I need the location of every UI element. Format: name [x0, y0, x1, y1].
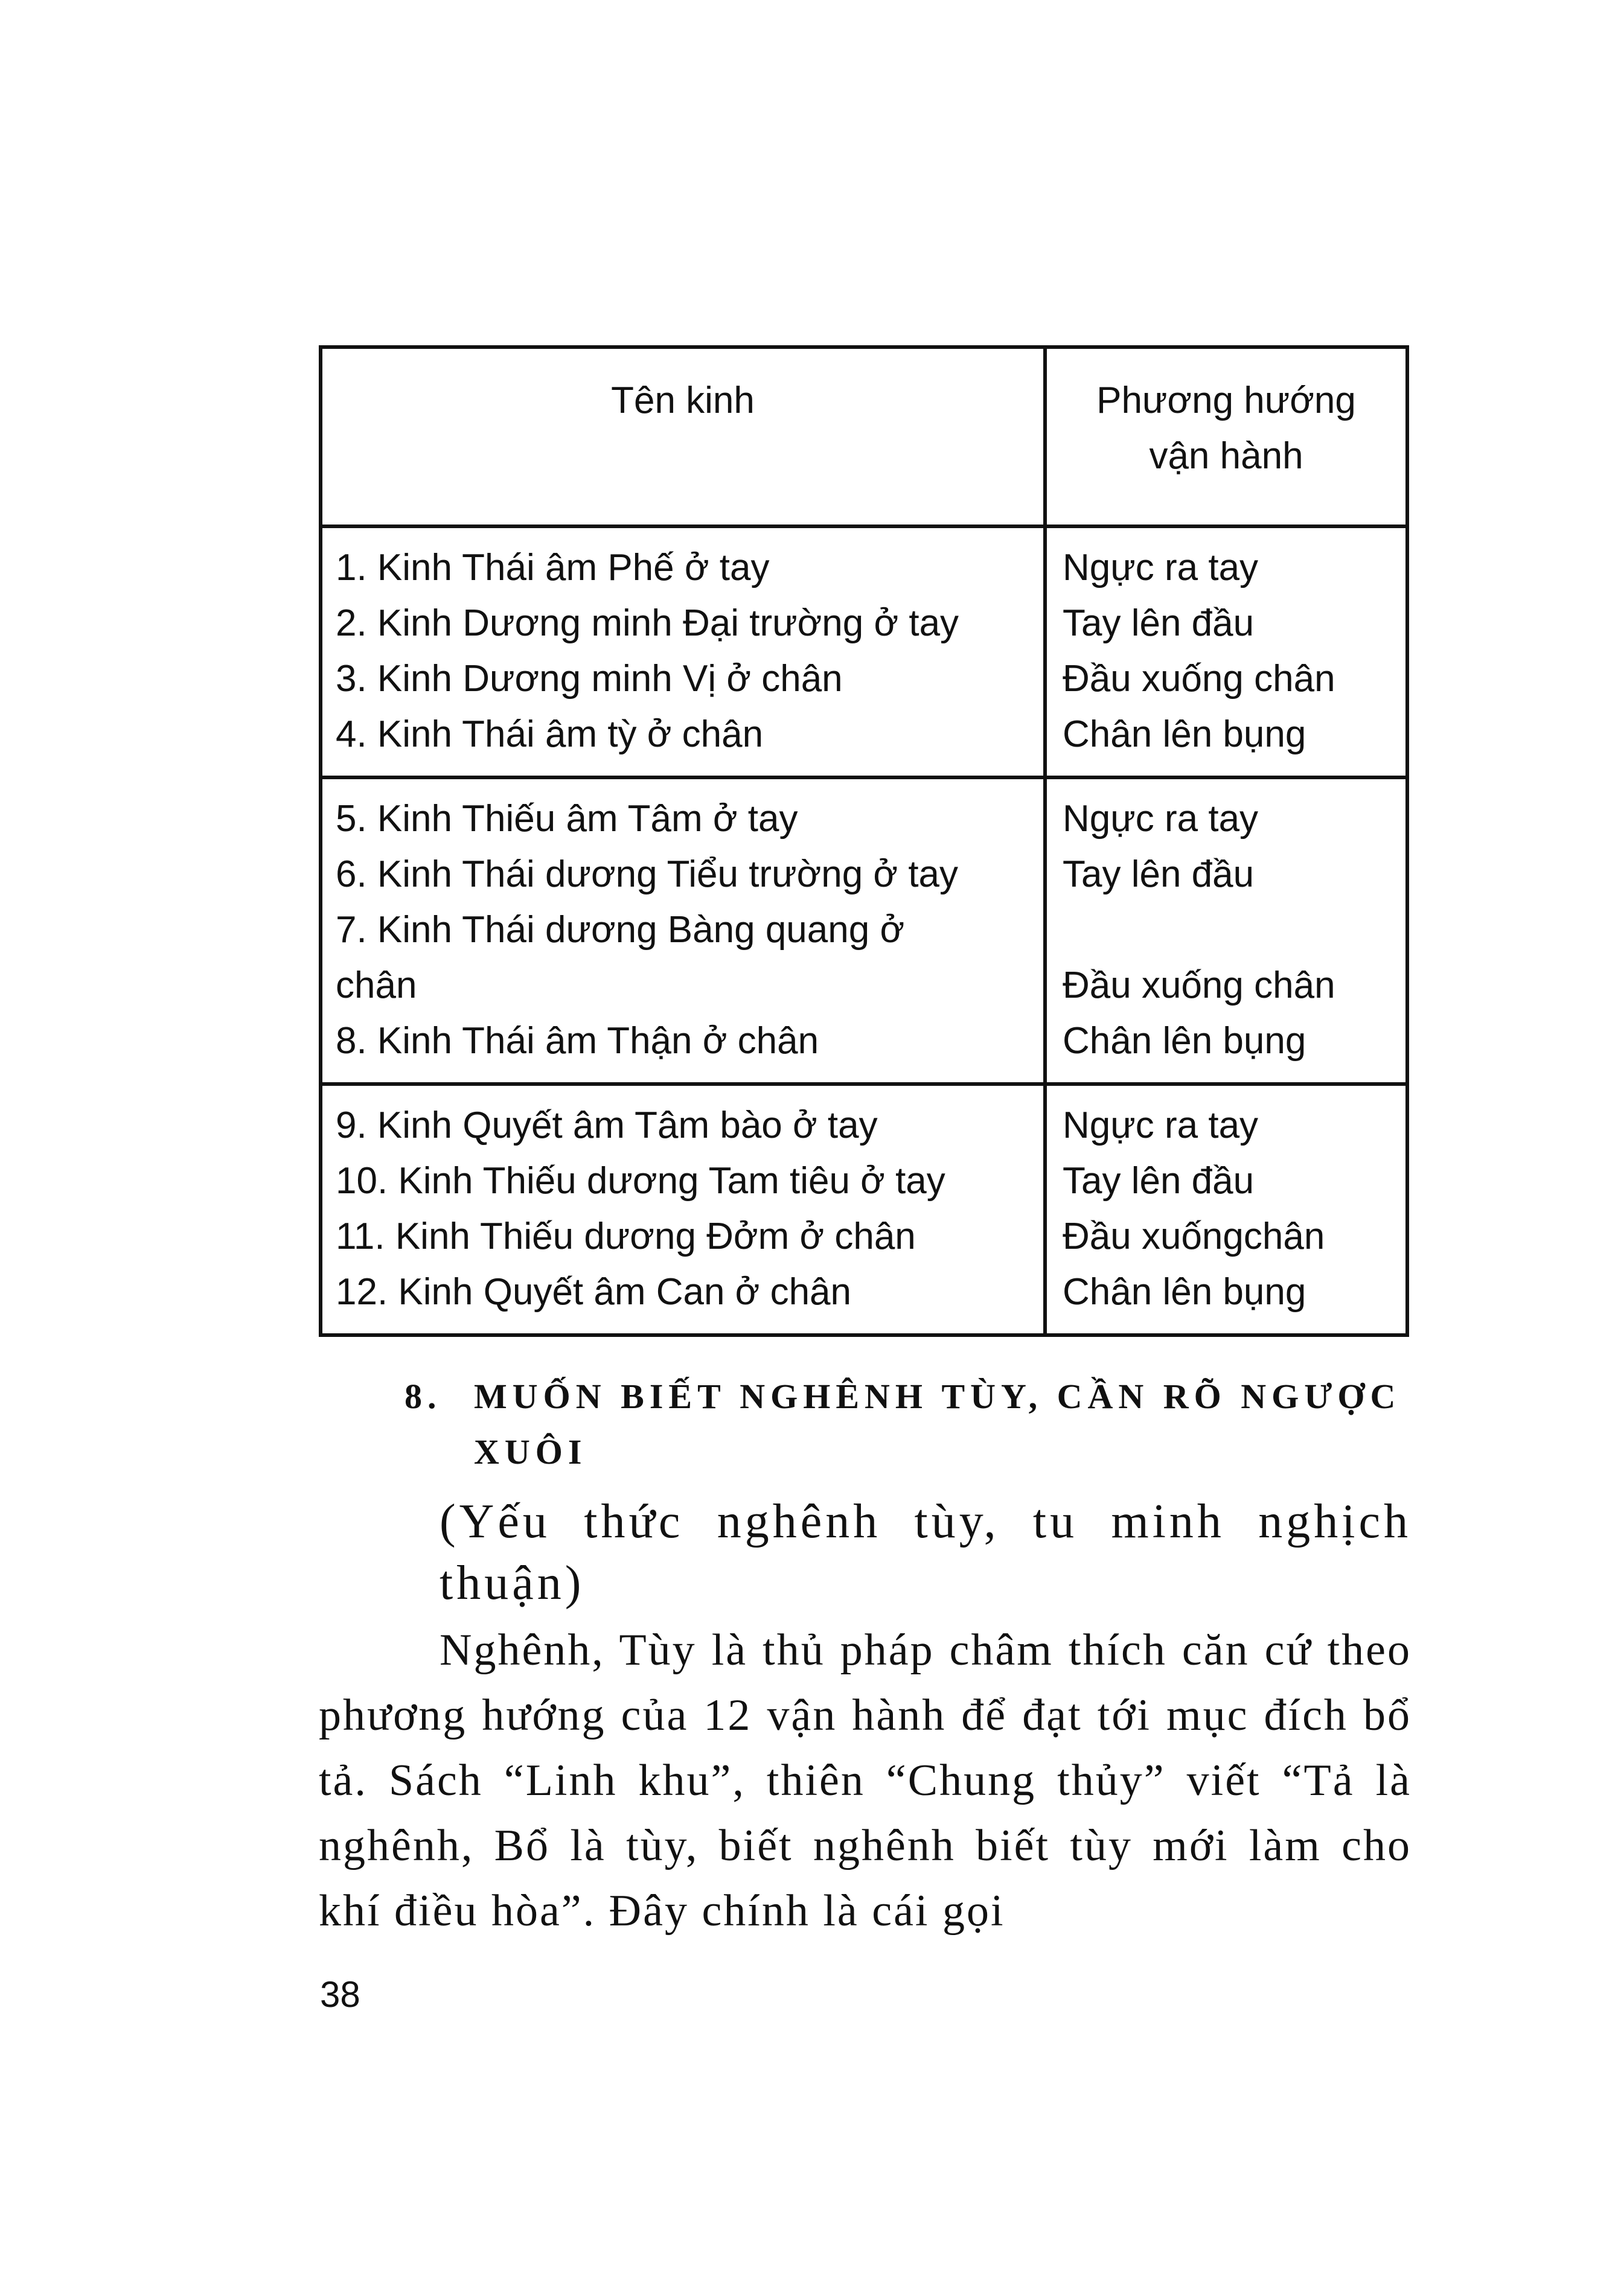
direction: Chân lên bụng	[1063, 1271, 1306, 1313]
table-row-group-2	[321, 777, 1407, 1084]
direction-cell	[1045, 526, 1407, 777]
section-title-line2: XUÔI	[474, 1432, 587, 1472]
header-direction	[1045, 347, 1407, 526]
direction: Tay lên đầu	[1063, 602, 1255, 644]
meridian-name: 3. Kinh Dương minh Vị ở chân	[336, 658, 843, 700]
header-direction-line2: vận hành	[1149, 435, 1303, 477]
meridian-name: 10. Kinh Thiếu dương Tam tiêu ở tay	[336, 1160, 945, 1202]
meridian-name: 6. Kinh Thái dương Tiểu trường ở tay	[336, 853, 959, 895]
direction: Chân lên bụng	[1063, 1020, 1306, 1062]
direction: Ngực ra tay	[1063, 798, 1259, 840]
direction: Đầu xuốngchân	[1063, 1216, 1325, 1257]
direction: Đầu xuống chân	[1063, 965, 1335, 1006]
direction: Tay lên đầu	[1063, 853, 1255, 895]
meridian-name: 9. Kinh Quyết âm Tâm bào ở tay	[336, 1105, 878, 1146]
direction-cell	[1045, 1084, 1407, 1335]
direction-blank	[1063, 902, 1395, 958]
page-number: 38	[320, 1974, 360, 2015]
direction: Tay lên đầu	[1063, 1160, 1255, 1202]
section-subtitle: (Yếu thức nghênh tùy, tu minh nghịch thuận)	[440, 1495, 1412, 1610]
direction: Ngực ra tay	[1063, 1105, 1259, 1146]
meridian-name: 8. Kinh Thái âm Thận ở chân	[336, 1020, 819, 1062]
meridian-names-cell	[321, 777, 1045, 1084]
direction: Ngực ra tay	[1063, 547, 1259, 588]
meridian-name: 2. Kinh Dương minh Đại trường ở tay	[336, 602, 959, 644]
header-meridian-name	[321, 347, 1045, 526]
section-number: 8.	[405, 1377, 442, 1416]
meridian-name: 1. Kinh Thái âm Phế ở tay	[336, 547, 770, 588]
direction-cell	[1045, 777, 1407, 1084]
section-title-line1: MUỐN BIẾT NGHÊNH TÙY, CẦN RÕ NGƯỢC	[474, 1377, 1401, 1416]
meridian-direction-table	[319, 345, 1409, 1337]
section-heading	[405, 1369, 1407, 1480]
meridian-name: 7. Kinh Thái dương Bàng quang ở	[336, 909, 905, 951]
meridian-names-cell	[321, 526, 1045, 777]
direction: Đầu xuống chân	[1063, 658, 1335, 700]
table-row-group-3	[321, 1084, 1407, 1335]
meridian-names-cell	[321, 1084, 1045, 1335]
table-header-row	[321, 347, 1407, 526]
meridian-name: 11. Kinh Thiếu dương Đởm ở chân	[336, 1216, 916, 1257]
meridian-name: 5. Kinh Thiếu âm Tâm ở tay	[336, 798, 798, 840]
direction: Chân lên bụng	[1063, 713, 1306, 755]
table-row-group-1	[321, 526, 1407, 777]
meridian-name: 12. Kinh Quyết âm Can ở chân	[336, 1271, 852, 1313]
body-paragraph: Nghênh, Tùy là thủ pháp châm thích căn cứ theo phương hướng của 12 vận hành để đạt tới mục đích bổ tả. Sách “Linh khu”, thiên “Chung thủy” viết “Tả là nghênh, Bổ là tùy, biết nghênh biết tùy mới làm cho khí điều hòa”. Đây chính là cái gọi	[319, 1625, 1412, 1936]
header-meridian-name-text: Tên kinh	[611, 380, 755, 421]
meridian-name: 4. Kinh Thái âm tỳ ở chân	[336, 713, 764, 755]
header-direction-line1: Phương hướng	[1096, 380, 1356, 421]
meridian-name: chân	[336, 965, 417, 1006]
